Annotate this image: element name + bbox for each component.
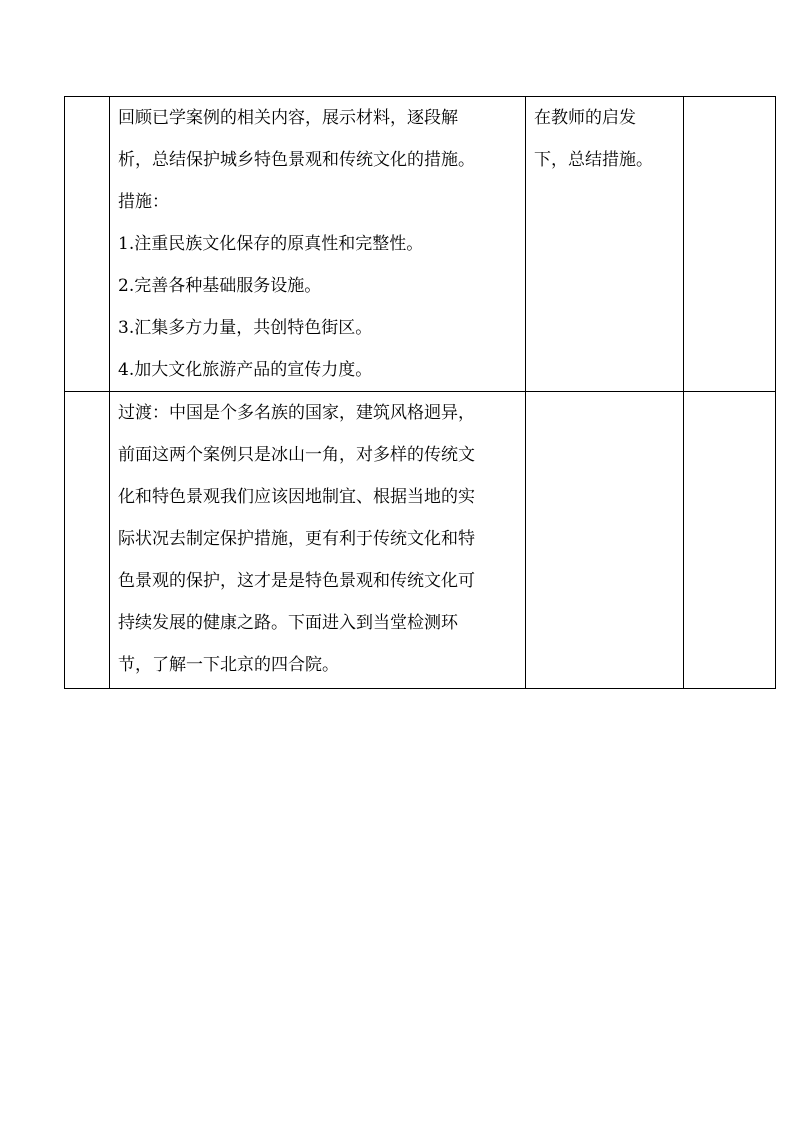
teacher-activity-cell: [110, 97, 526, 392]
content-line: 措施：: [118, 192, 169, 212]
content-line: 4.加大文化旅游产品的宣传力度。: [118, 360, 373, 380]
table-row: [65, 392, 776, 689]
content-line: 节，了解一下北京的四合院。: [118, 655, 339, 675]
content-line: 析，总结保护城乡特色景观和传统文化的措施。: [118, 150, 475, 170]
content-line: 2.完善各种基础服务设施。: [118, 276, 322, 296]
student-line: 下，总结措施。: [534, 150, 653, 170]
content-line: 色景观的保护，这才是是特色景观和传统文化可: [118, 571, 475, 591]
content-line: 化和特色景观我们应该因地制宜、根据当地的实: [118, 487, 475, 507]
notes-cell: [684, 392, 776, 689]
lesson-plan-table: [64, 96, 776, 689]
content-line: 回顾已学案例的相关内容，展示材料，逐段解: [118, 108, 458, 128]
stage-cell: [65, 97, 110, 392]
stage-cell: [65, 392, 110, 689]
teacher-activity-cell: [110, 392, 526, 689]
content-line: 过渡：中国是个多名族的国家，建筑风格迥异，: [118, 403, 475, 423]
content-line: 持续发展的健康之路。下面进入到当堂检测环: [118, 613, 458, 633]
content-line: 际状况去制定保护措施，更有利于传统文化和特: [118, 529, 475, 549]
student-activity-cell: [526, 97, 684, 392]
notes-cell: [684, 97, 776, 392]
student-activity-cell: [526, 392, 684, 689]
student-line: 在教师的启发: [534, 108, 636, 128]
content-line: 1.注重民族文化保存的原真性和完整性。: [118, 234, 424, 254]
table-row: [65, 97, 776, 392]
content-line: 前面这两个案例只是冰山一角，对多样的传统文: [118, 445, 475, 465]
content-line: 3.汇集多方力量，共创特色街区。: [118, 318, 373, 338]
